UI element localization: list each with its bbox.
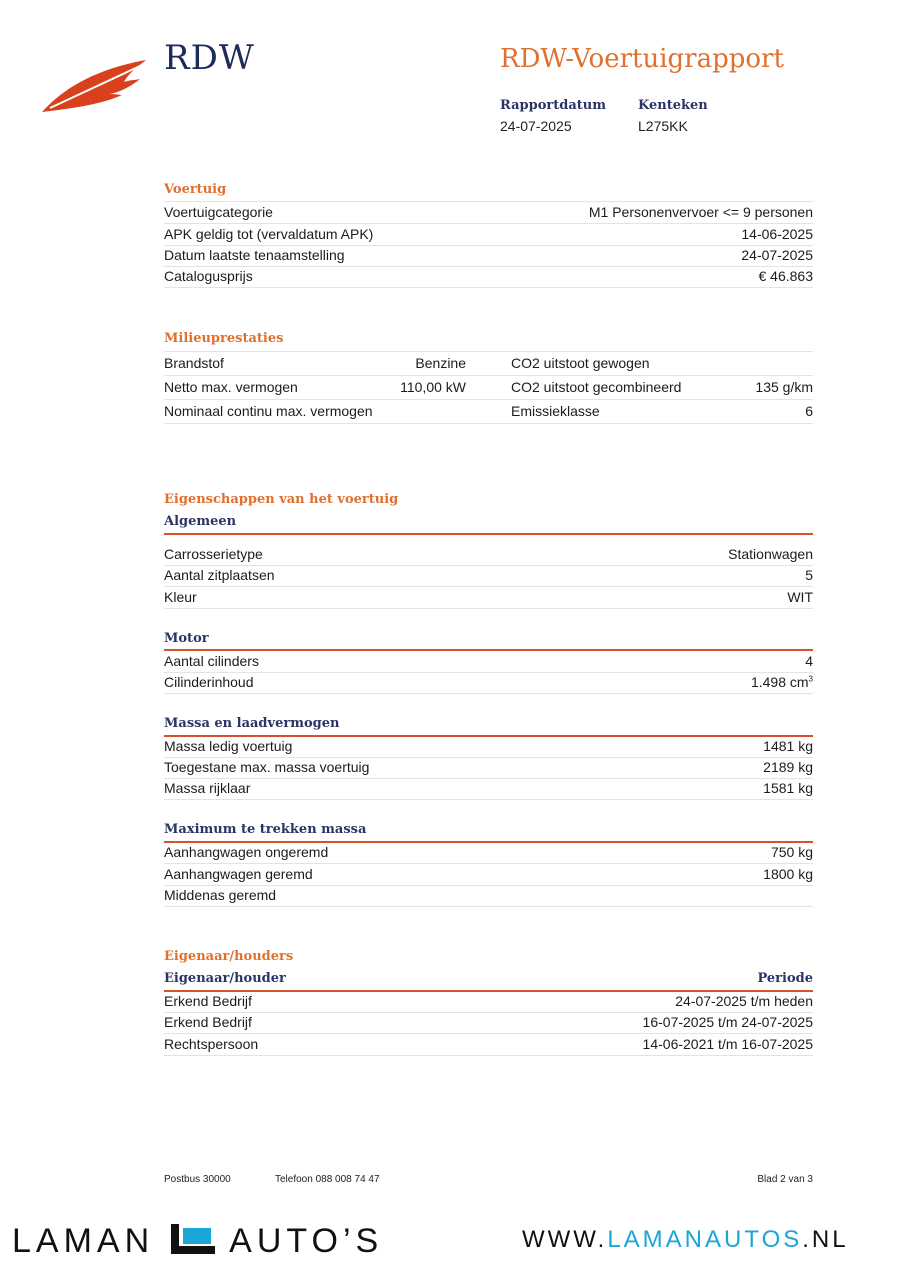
row-value: 16-07-2025 t/m 24-07-2025 xyxy=(642,1014,813,1030)
table-row xyxy=(164,991,813,1013)
row-label: Aanhangwagen ongeremd xyxy=(164,844,329,860)
row-label: CO2 uitstoot gewogen xyxy=(511,355,650,371)
laman-autos-brand xyxy=(12,1222,383,1261)
laman-logo-icon xyxy=(171,1224,215,1254)
row-label: Voertuigcategorie xyxy=(164,204,273,220)
table-row xyxy=(164,757,813,779)
row-label: CO2 uitstoot gecombineerd xyxy=(511,379,682,395)
row-label: Cilinderinhoud xyxy=(164,674,254,690)
row-value: 110,00 kW xyxy=(400,379,466,395)
table-row xyxy=(164,842,813,864)
table-row xyxy=(164,565,813,587)
row-label: Middenas geremd xyxy=(164,887,277,903)
unit-superscript: 3 xyxy=(808,674,813,684)
row-value: 6 xyxy=(805,403,813,419)
mass-subtitle: Massa en laadvermogen xyxy=(164,716,340,731)
section-rule xyxy=(164,533,813,535)
footer-page: Blad 2 van 3 xyxy=(757,1174,813,1185)
table-row xyxy=(164,352,813,376)
website-url[interactable] xyxy=(522,1226,849,1254)
row-label: Netto max. vermogen xyxy=(164,379,298,395)
row-label: Catalogusprijs xyxy=(164,268,253,284)
row-value: € 46.863 xyxy=(758,268,813,284)
footer-phone: Telefoon 088 008 74 47 xyxy=(275,1174,380,1185)
environment-section-title: Milieuprestaties xyxy=(164,331,284,346)
table-row xyxy=(164,736,813,758)
brand-part1: LAMAN xyxy=(12,1222,155,1260)
row-value: Benzine xyxy=(415,355,466,371)
report-title: RDW-Voertuigrapport xyxy=(500,44,784,74)
displacement-value: 1.498 cm xyxy=(750,674,809,690)
table-row xyxy=(164,245,813,267)
table-row xyxy=(164,885,813,907)
table-row xyxy=(164,864,813,886)
engine-subtitle: Motor xyxy=(164,631,209,646)
plate-value: L275KK xyxy=(638,118,688,134)
row-label: Nominaal continu max. vermogen xyxy=(164,403,373,419)
footer-postbus: Postbus 30000 xyxy=(164,1174,231,1185)
row-label: Massa ledig voertuig xyxy=(164,738,293,754)
row-label: Rechtspersoon xyxy=(164,1036,259,1052)
row-label: Kleur xyxy=(164,589,197,605)
owner-column-header: Eigenaar/houder xyxy=(164,971,286,986)
url-suffix: .NL xyxy=(802,1226,849,1253)
row-value: M1 Personenvervoer <= 9 personen xyxy=(588,204,813,220)
row-value: 2189 kg xyxy=(763,759,813,775)
url-highlight: LAMANAUTOS xyxy=(607,1226,803,1253)
plate-label: Kenteken xyxy=(638,98,708,113)
row-label: Erkend Bedrijf xyxy=(164,993,252,1009)
table-row xyxy=(164,587,813,609)
row-value: Stationwagen xyxy=(728,546,813,562)
towing-subtitle: Maximum te trekken massa xyxy=(164,822,367,837)
brand-part2: AUTO’S xyxy=(229,1222,384,1260)
row-value: 24-07-2025 t/m heden xyxy=(675,993,813,1009)
period-column-header: Periode xyxy=(757,971,813,986)
row-value: 14-06-2021 t/m 16-07-2025 xyxy=(642,1036,813,1052)
row-value: 135 g/km xyxy=(755,379,813,395)
table-row xyxy=(164,266,813,288)
row-value: 1800 kg xyxy=(763,866,813,882)
table-row xyxy=(164,651,813,673)
row-label: APK geldig tot (vervaldatum APK) xyxy=(164,226,374,242)
row-label: Emissieklasse xyxy=(511,403,600,419)
row-value: 750 kg xyxy=(770,844,813,860)
table-row xyxy=(164,672,813,694)
row-label: Aantal cilinders xyxy=(164,653,259,669)
table-row xyxy=(164,400,813,424)
row-label: Datum laatste tenaamstelling xyxy=(164,247,345,263)
url-prefix: WWW. xyxy=(522,1226,608,1253)
table-row xyxy=(164,778,813,800)
row-value xyxy=(751,674,813,690)
row-value: 4 xyxy=(805,653,813,669)
table-row xyxy=(164,1012,813,1034)
row-value: 14-06-2025 xyxy=(741,226,813,242)
row-label: Carrosserietype xyxy=(164,546,263,562)
report-date-value: 24-07-2025 xyxy=(500,118,572,134)
row-label: Aanhangwagen geremd xyxy=(164,866,313,882)
table-row xyxy=(164,544,813,566)
vehicle-section-title: Voertuig xyxy=(164,182,227,197)
general-subtitle: Algemeen xyxy=(164,514,237,529)
row-value: WIT xyxy=(787,589,813,605)
rdw-brand: RDW xyxy=(164,38,255,78)
rdw-logo-icon xyxy=(40,52,150,114)
table-row xyxy=(164,1034,813,1056)
owners-section-title: Eigenaar/houders xyxy=(164,949,294,964)
properties-section-title: Eigenschappen van het voertuig xyxy=(164,492,399,507)
table-row xyxy=(164,224,813,246)
row-label: Aantal zitplaatsen xyxy=(164,567,275,583)
row-value: 1481 kg xyxy=(763,738,813,754)
row-label: Erkend Bedrijf xyxy=(164,1014,252,1030)
row-value: 5 xyxy=(805,567,813,583)
table-row xyxy=(164,376,813,400)
row-value: 1581 kg xyxy=(763,780,813,796)
table-row xyxy=(164,202,813,224)
row-value: 24-07-2025 xyxy=(741,247,813,263)
row-label: Brandstof xyxy=(164,355,224,371)
row-label: Toegestane max. massa voertuig xyxy=(164,759,370,775)
report-date-label: Rapportdatum xyxy=(500,98,606,113)
row-label: Massa rijklaar xyxy=(164,780,251,796)
